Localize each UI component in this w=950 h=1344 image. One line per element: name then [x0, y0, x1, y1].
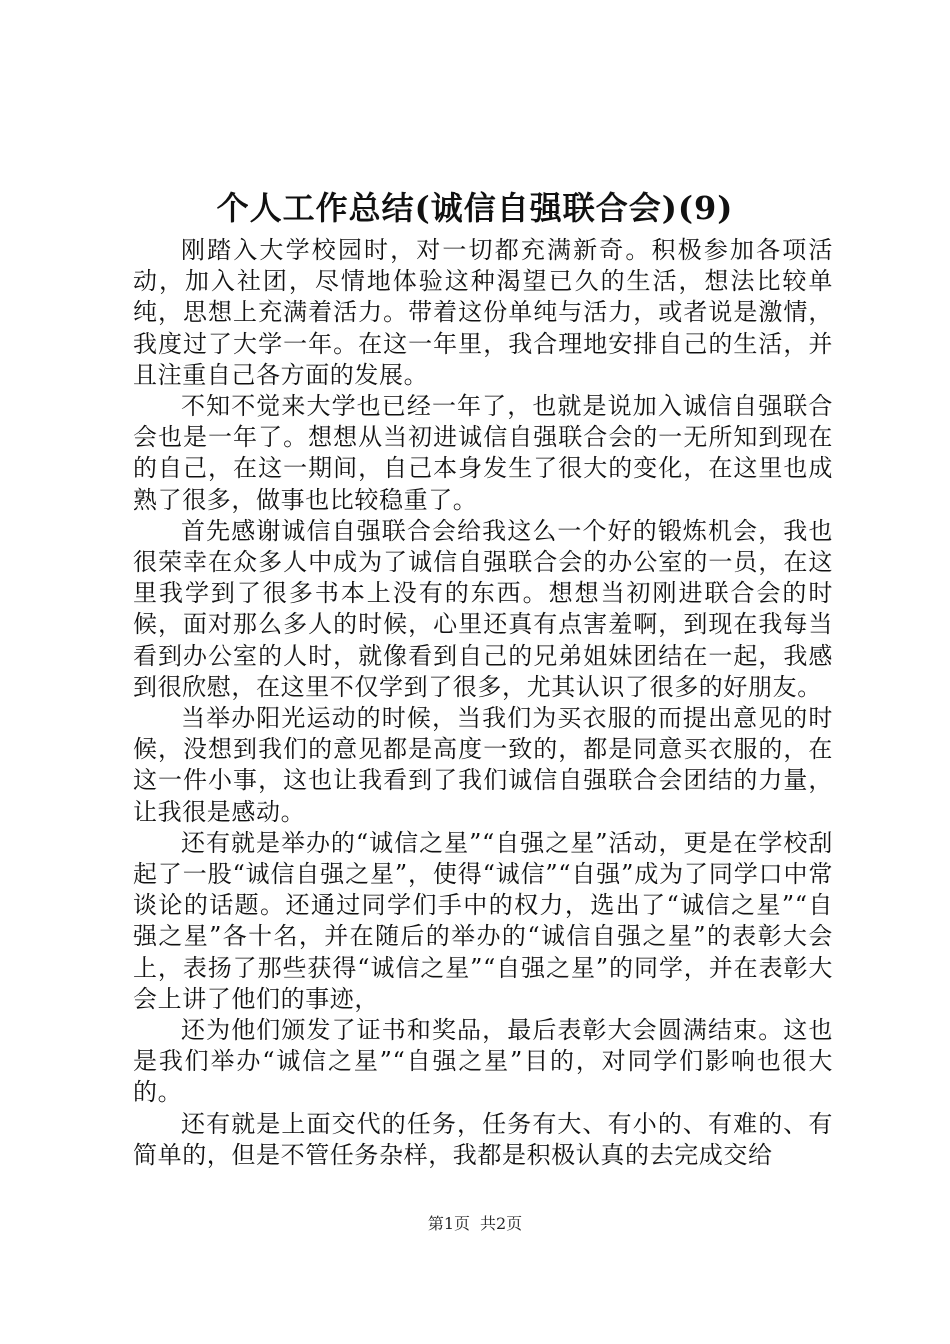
document-title: 个人工作总结(诚信自强联合会)(9) — [216, 189, 734, 227]
document-body — [133, 235, 833, 1171]
paragraph: 还为他们颁发了证书和奖品，最后表彰大会圆满结束。这也是我们举办“诚信之星”“自强之星”目的，对同学们影响也很大的。 — [133, 1016, 833, 1107]
page-total: 共2页 — [480, 1214, 523, 1233]
paragraph: 首先感谢诚信自强联合会给我这么一个好的锻炼机会，我也很荣幸在众多人中成为了诚信自强联合会的办公室的一员，在这里我学到了很多书本上没有的东西。想想当初刚进联合会的时候，面对那么多人的时候，心里还真有点害羞啊，到现在我每当看到办公室的人时，就像看到自己的兄弟姐妹团结在一起，我感到很欣慰，在这里不仅学到了很多，尤其认识了很多的好朋友。 — [133, 516, 833, 701]
paragraph: 当举办阳光运动的时候，当我们为买衣服的而提出意见的时候，没想到我们的意见都是高度一致的，都是同意买衣服的，在这一件小事，这也让我看到了我们诚信自强联合会团结的力量，让我很是感动。 — [133, 704, 833, 826]
paragraph: 不知不觉来大学也已经一年了，也就是说加入诚信自强联合会也是一年了。想想从当初进诚信自强联合会的一无所知到现在的自己，在这一期间，自己本身发生了很大的变化，在这里也成熟了很多，做事也比较稳重了。 — [133, 392, 833, 514]
page-footer — [0, 1212, 950, 1236]
paragraph: 刚踏入大学校园时，对一切都充满新奇。积极参加各项活动，加入社团，尽情地体验这种渴望已久的生活，想法比较单纯，思想上充满着活力。带着这份单纯与活力，或者说是激情，我度过了大学一年。在这一年里，我合理地安排自己的生活，并且注重自己各方面的发展。 — [133, 236, 833, 389]
page-number: 第1页 — [427, 1214, 470, 1233]
paragraph: 还有就是举办的“诚信之星”“自强之星”活动，更是在学校刮起了一股“诚信自强之星”，使得“诚信”“自强”成为了同学口中常谈论的话题。还通过同学们手中的权力，选出了“诚信之星”“自强之星”各十名，并在随后的举办的“诚信自强之星”的表彰大会上，表扬了那些获得“诚信之星”“自强之星”的同学，并在表彰大会上讲了他们的事迹， — [133, 828, 833, 1013]
paragraph: 还有就是上面交代的任务，任务有大、有小的、有难的、有简单的，但是不管任务杂样，我都是积极认真的去完成交给 — [133, 1109, 833, 1169]
